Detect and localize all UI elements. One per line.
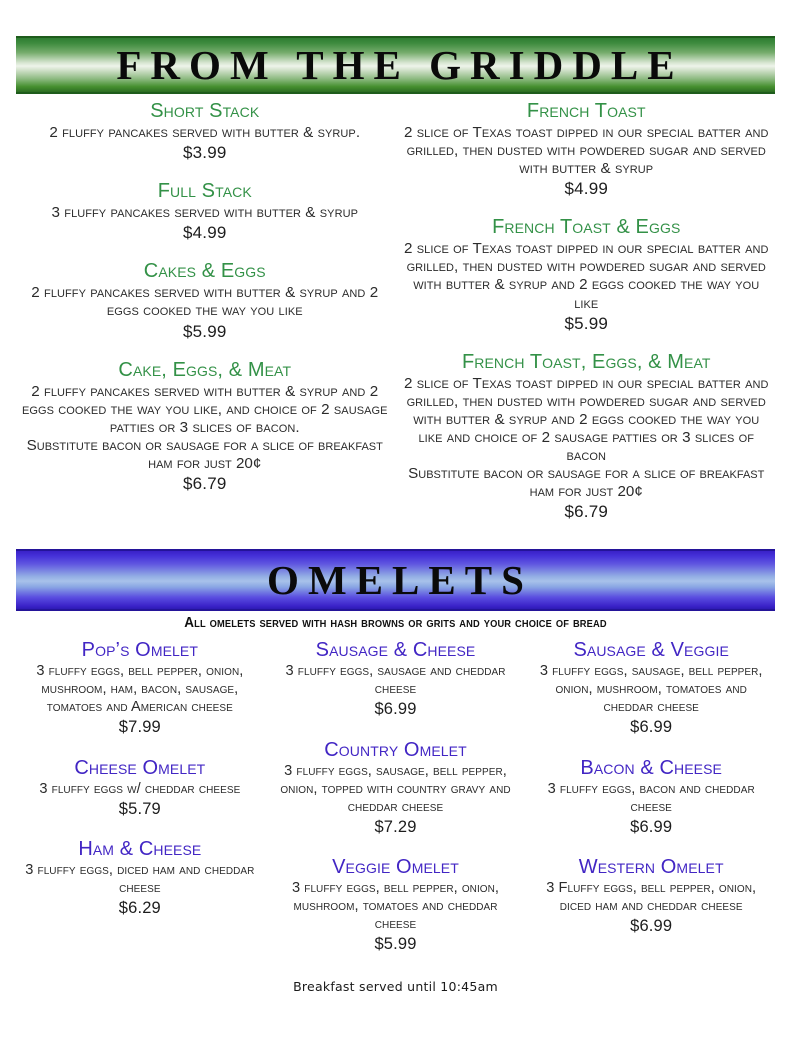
menu-item	[402, 351, 772, 524]
item-name: French Toast	[526, 100, 646, 122]
item-description: 2 slice of Texas toast dipped in our special batter and grilled, then dusted with powdered sugar and served with butter & syrup and 2 eggs cooked the way you like	[403, 240, 769, 312]
omelets-serving-note: All omelets served with hash browns or grits and your choice of bread	[184, 615, 607, 632]
item-description: 2 fluffy pancakes served with butter & syrup.	[49, 124, 361, 141]
item-name: French Toast, Eggs, & Meat	[461, 350, 711, 373]
section-title-griddle: FROM THE GRIDDLE	[116, 42, 684, 88]
item-name: Pop’s Omelet	[81, 639, 198, 662]
omelets-column-right	[521, 639, 781, 973]
item-price: $7.99	[118, 718, 161, 737]
item-price: $6.99	[630, 916, 673, 935]
item-price: $6.99	[630, 718, 673, 737]
item-name: Bacon & Cheese	[580, 756, 722, 779]
menu-item	[20, 180, 390, 244]
item-price: $6.79	[564, 502, 608, 522]
omelets-column-middle	[270, 639, 522, 973]
menu-item	[274, 639, 518, 720]
item-name: Cakes & Eggs	[143, 260, 266, 283]
item-price: $4.99	[564, 179, 608, 199]
section-banner-omelets	[16, 549, 775, 611]
item-name: Cake, Eggs, & Meat	[118, 358, 292, 381]
item-name: French Toast & Eggs	[492, 216, 681, 239]
item-name: Full Stack	[157, 180, 252, 203]
item-price: $7.29	[374, 817, 417, 836]
item-price: $6.99	[374, 700, 417, 719]
griddle-items	[0, 94, 791, 539]
item-description: 2 fluffy pancakes served with butter & syrup and 2 eggs cooked the way you like, and choice of 2 sausage patties or 3 slices of bacon.	[21, 382, 388, 436]
menu-item	[402, 216, 772, 334]
item-price: $6.99	[630, 817, 673, 836]
menu-item	[18, 639, 262, 738]
item-description: 3 fluffy eggs, diced ham and cheddar cheese	[25, 862, 255, 896]
item-price: $4.99	[183, 223, 227, 243]
item-name: Ham & Cheese	[78, 838, 202, 860]
menu-item	[20, 260, 390, 342]
item-description: 3 fluffy eggs, bell pepper, onion, mushroom, tomatoes and cheddar cheese	[291, 879, 500, 932]
item-description: 3 fluffy eggs, bacon and cheddar cheese	[547, 780, 755, 815]
menu-item	[529, 639, 773, 738]
item-name: Sausage & Veggie	[573, 639, 729, 662]
item-description: 3 fluffy eggs w/ cheddar cheese	[39, 780, 241, 797]
item-description: 2 slice of Texas toast dipped in our special batter and grilled, then dusted with powdered sugar and served with butter & syrup and 2 eggs cooked the way you like and choice of 2 sausage patties or 3 slices of bacon	[403, 374, 769, 465]
item-name: Country Omelet	[324, 738, 467, 761]
item-substitution-note: Substitute bacon or sausage for a slice of breakfast ham for just 20¢	[408, 465, 765, 501]
menu-item	[20, 100, 390, 164]
menu-item	[18, 838, 262, 919]
omelets-column-left	[10, 639, 270, 973]
item-name: Sausage & Cheese	[315, 639, 476, 662]
item-price: $3.99	[183, 143, 227, 163]
item-description: 3 fluffy eggs, sausage and cheddar cheese	[285, 663, 506, 698]
item-price: $5.99	[183, 321, 227, 341]
item-substitution-note: Substitute bacon or sausage for a slice of breakfast ham for just 20¢	[26, 436, 383, 472]
menu-item	[18, 757, 262, 820]
menu-item	[402, 100, 772, 200]
section-title-omelets: OMELETS	[267, 557, 533, 604]
section-banner-griddle	[16, 36, 775, 94]
item-description: 3 fluffy eggs, sausage, bell pepper, onion, mushroom, tomatoes and cheddar cheese	[539, 663, 763, 716]
breakfast-hours-note: Breakfast served until 10:45am	[293, 979, 498, 995]
omelets-section	[0, 549, 791, 994]
menu-item	[274, 856, 518, 955]
menu-item	[529, 757, 773, 838]
menu-item	[529, 856, 773, 937]
item-name: Western Omelet	[578, 855, 724, 878]
item-price: $6.79	[183, 473, 227, 493]
item-price: $5.99	[374, 934, 417, 953]
item-description: 3 Fluffy eggs, bell pepper, onion, diced ham and cheddar cheese	[546, 879, 757, 914]
item-name: Short Stack	[150, 100, 260, 122]
item-price: $5.79	[118, 799, 161, 818]
item-name: Veggie Omelet	[332, 855, 459, 878]
item-description: 2 fluffy pancakes served with butter & syrup and 2 eggs cooked the way you like	[31, 284, 379, 320]
griddle-column-left	[14, 100, 396, 539]
item-description: 3 fluffy eggs, bell pepper, onion, mushroom, ham, bacon, sausage, tomatoes and American cheese	[36, 663, 244, 716]
item-description: 2 slice of Texas toast dipped in our special batter and grilled, then dusted with powdered sugar and served with butter & syrup	[403, 124, 769, 178]
griddle-column-right	[396, 100, 778, 539]
menu-page	[0, 36, 791, 1060]
item-description: 3 fluffy eggs, sausage, bell pepper, onion, topped with country gravy and cheddar cheese	[280, 762, 511, 815]
item-description: 3 fluffy pancakes served with butter & syrup	[51, 204, 358, 222]
item-price: $5.99	[564, 313, 608, 333]
menu-item	[20, 359, 390, 495]
omelets-items	[0, 631, 791, 973]
item-name: Cheese Omelet	[74, 756, 206, 779]
menu-item	[274, 739, 518, 838]
item-price: $6.29	[118, 898, 161, 917]
